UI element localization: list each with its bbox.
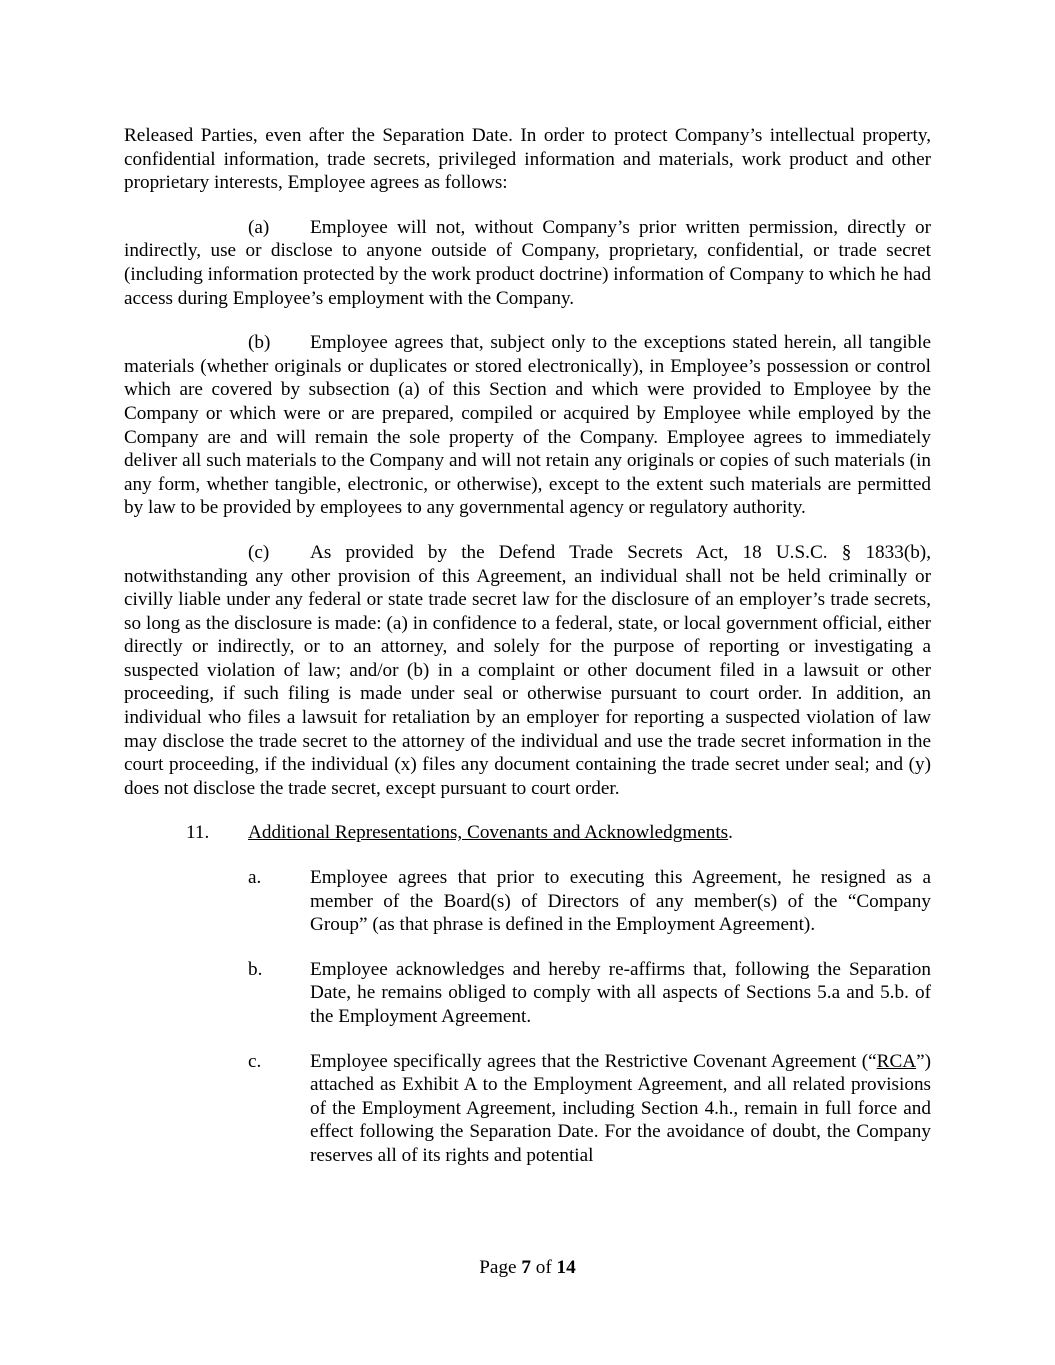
paragraph-b <box>124 331 931 520</box>
paragraph-a-label: (a) <box>248 216 270 238</box>
list-item-b-label: b. <box>248 958 263 980</box>
paragraph-c <box>124 541 931 801</box>
list-item-a <box>124 866 931 937</box>
list-item-c-text-start: Employee specifically agrees that the Restrictive Covenant Agreement (“ <box>310 1050 877 1072</box>
section-11-title: Additional Representations, Covenants and Acknowledgments <box>248 822 729 844</box>
list-item-a-label: a. <box>248 867 262 889</box>
document-page <box>124 124 931 1189</box>
section-11-period: . <box>728 822 733 844</box>
current-page-number: 7 <box>521 1257 531 1278</box>
paragraph-b-text: Employee agrees that, subject only to the exceptions stated herein, all tangible materials (whether originals or duplicates or stored electronically), in Employee’s possession or control which are covered by subsection (a) of this Section and which were provided to Employee by the Company or which were or are prepared, compiled or acquired by Employee while employed by the Company are and will remain the sole property of the Company. Employee agrees to immediately deliver all such materials to the Company and will not retain any originals or copies of such materials (in any form, whether tangible, electronic, or otherwise), except to the extent such materials are permitted by law to be provided by employees to any governmental agency or regulatory authority. <box>124 332 931 519</box>
section-11-number: 11. <box>186 822 210 844</box>
page-word: Page <box>479 1257 517 1278</box>
list-item-c-body <box>310 1050 931 1168</box>
paragraph-a <box>124 216 931 310</box>
section-11-heading <box>124 821 931 845</box>
paragraph-b-label: (b) <box>248 332 271 354</box>
list-item-b-text: Employee acknowledges and hereby re-affirms that, following the Separation Date, he remains obliged to comply with all aspects of Sections 5.a and 5.b. of the Employment Agreement. <box>310 958 931 1027</box>
of-word: of <box>535 1257 552 1278</box>
list-item-b <box>124 958 931 1029</box>
paragraph-a-text: Employee will not, without Company’s prior written permission, directly or indirectly, use or disclose to anyone outside of Company, proprietary, confidential, or trade secret (including information protected by the work product doctrine) information of Company to which he had access during Employee’s employment with the Company. <box>124 216 931 309</box>
list-item-c-text-end: ”) attached as Exhibit A to the Employment Agreement, and all related provisions of the Employment Agreement, including Section 4.h., remain in full force and effect following the Separation Date. For the avoidance of doubt, the Company reserves all of its rights and potential <box>310 1050 931 1166</box>
intro-paragraph: Released Parties, even after the Separation Date. In order to protect Company’s intellectual property, confidential information, trade secrets, privileged information and materials, work product and other proprietary interests, Employee agrees as follows: <box>124 125 931 194</box>
list-item-a-text: Employee agrees that prior to executing this Agreement, he resigned as a member of the Board(s) of Directors of any member(s) of the “Company Group” (as that phrase is defined in the Employment Agreement). <box>310 867 931 936</box>
list-item-c-label: c. <box>248 1050 262 1072</box>
total-pages-number: 14 <box>556 1257 576 1278</box>
paragraph-c-label: (c) <box>248 541 270 563</box>
paragraph-c-text: As provided by the Defend Trade Secrets Act, 18 U.S.C. § 1833(b), notwithstanding any other provision of this Agreement, an individual shall not be held criminally or civilly liable under any federal or state trade secret law for the disclosure of an employer’s trade secrets, so long as the disclosure is made: (a) in confidence to a federal, state, or local government official, either directly or indirectly, or to an attorney, and solely for the purpose of reporting or investigating a suspected violation of law; and/or (b) in a complaint or other document filed in a lawsuit or other proceeding, if such filing is made under seal or otherwise pursuant to court order. In addition, an individual who files a lawsuit for retaliation by an employer for reporting a suspected violation of law may disclose the trade secret to the attorney of the individual and use the trade secret information in the court proceeding, if the individual (x) files any document containing the trade secret under seal; and (y) does not disclose the trade secret, except pursuant to court order. <box>124 541 931 799</box>
list-item-c <box>124 1050 931 1168</box>
page-footer <box>0 1257 1055 1279</box>
rca-defined-term: RCA <box>876 1050 917 1072</box>
